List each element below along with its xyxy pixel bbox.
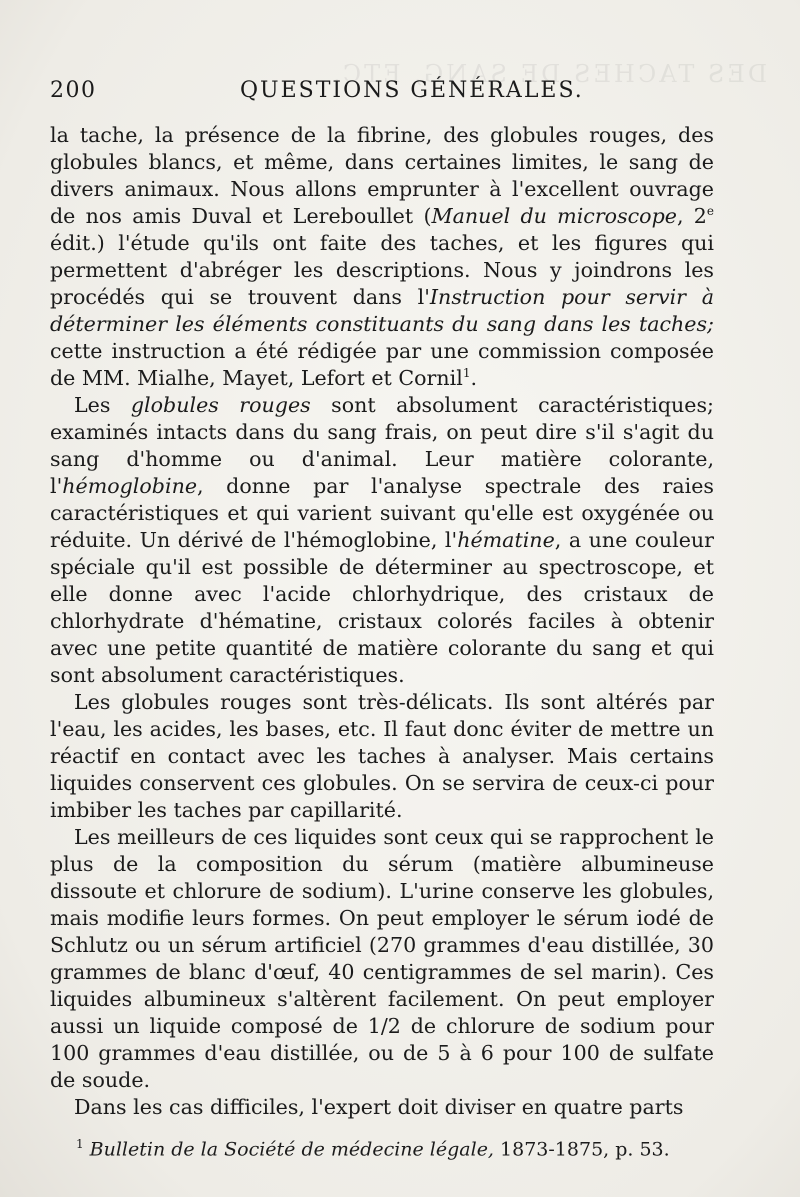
text-run: , a une couleur spéciale qu'il est possible de déterminer au spectroscope, et elle donne avec l'acide chlorhydrique, des cristaux de chlorhydrate d'hématine, cristaux colorés faciles à obtenir avec une petite quantité de matière colorante du sang et qui sont absolument caractéristiques. xyxy=(50,528,714,687)
text-run: la tache, la présence de la fibrine, des globules rouges, des globules blancs, et même, dans certaines limites, le sang de divers animaux. Nous allons emprunter à l'excellent ouvrage de nos amis Duval et Lereboullet ( xyxy=(50,123,714,228)
text-run: . xyxy=(470,366,477,390)
text-run: sont absolument caractéristiques; examinés intacts dans du sang frais, on peut dire s'il s'agit du sang d'homme ou d'animal. Leur matière colorante, l' xyxy=(50,393,714,498)
italic-text: Manuel du microscope xyxy=(431,204,677,228)
text-run: Dans les cas difficiles, l'expert doit diviser en quatre parts xyxy=(74,1095,684,1119)
italic-text: hématine xyxy=(457,528,555,552)
italic-text: Instruction pour servir à déterminer les éléments constituants du sang dans les taches; xyxy=(50,285,714,336)
text-run: Les meilleurs de ces liquides sont ceux qui se rapprochent le plus de la composition du sérum (matière albumineuse dissoute et chlorure de sodium). L'urine conserve les globules, mais modifie leurs formes. On peut employer le sérum iodé de Schlutz ou un sérum artificiel (270 grammes d'eau distillée, 30 grammes de blanc d'œuf, 40 centigrammes de sel marin). Ces liquides albumineux s'altèrent facilement. On peut employer aussi un liquide composé de 1/2 de chlorure de sodium pour 100 grammes d'eau distillée, ou de 5 à 6 pour 100 de sulfate de soude. xyxy=(50,825,714,1092)
footnote-title: Bulletin de la Société de médecine légale, xyxy=(89,1138,494,1161)
paragraph-p4 xyxy=(50,824,714,1094)
italic-text: hémoglobine xyxy=(62,474,198,498)
text-run: cette instruction a été rédigée par une commission composée de MM. Mialhe, Mayet, Lefort et Cornil xyxy=(50,339,714,390)
text-run: Les xyxy=(74,393,131,417)
footnote xyxy=(50,1131,714,1162)
page-number: 200 xyxy=(50,78,97,103)
paragraph-p5 xyxy=(50,1094,714,1121)
bleed-through-text: DES TACHES DE SANG, ETC. xyxy=(330,60,768,88)
body-text xyxy=(50,122,714,1121)
italic-text: globules rouges xyxy=(130,393,311,417)
paragraph-p1 xyxy=(50,122,714,392)
text-run: édit.) l'étude qu'ils ont faite des taches, et les figures qui permettent d'abréger les descriptions. Nous y joindrons les procédés qui se trouvent dans l' xyxy=(50,231,714,309)
footnote-mark: 1 xyxy=(76,1137,84,1151)
text-run: , donne par l'analyse spectrale des raies caractéristiques et qui varient suivant qu'elle est oxygénée ou réduite. Un dérivé de l'hémoglobine, l' xyxy=(50,474,714,552)
paragraph-p2 xyxy=(50,392,714,689)
paragraph-p3 xyxy=(50,689,714,824)
superscript: 1 xyxy=(462,366,471,381)
footnote-citation: 1873-1875, p. 53. xyxy=(493,1138,670,1161)
text-run: Les globules rouges sont très-délicats. Ils sont altérés par l'eau, les acides, les bases, etc. Il faut donc éviter de mettre un réactif en contact avec les taches à analyser. Mais certains liquides conservent ces globules. On se servira de ceux-ci pour imbiber les taches par capillarité. xyxy=(50,690,714,822)
running-title: QUESTIONS GÉNÉRALES. xyxy=(240,78,584,103)
superscript: e xyxy=(706,204,715,219)
text-run: , 2 xyxy=(676,204,707,228)
